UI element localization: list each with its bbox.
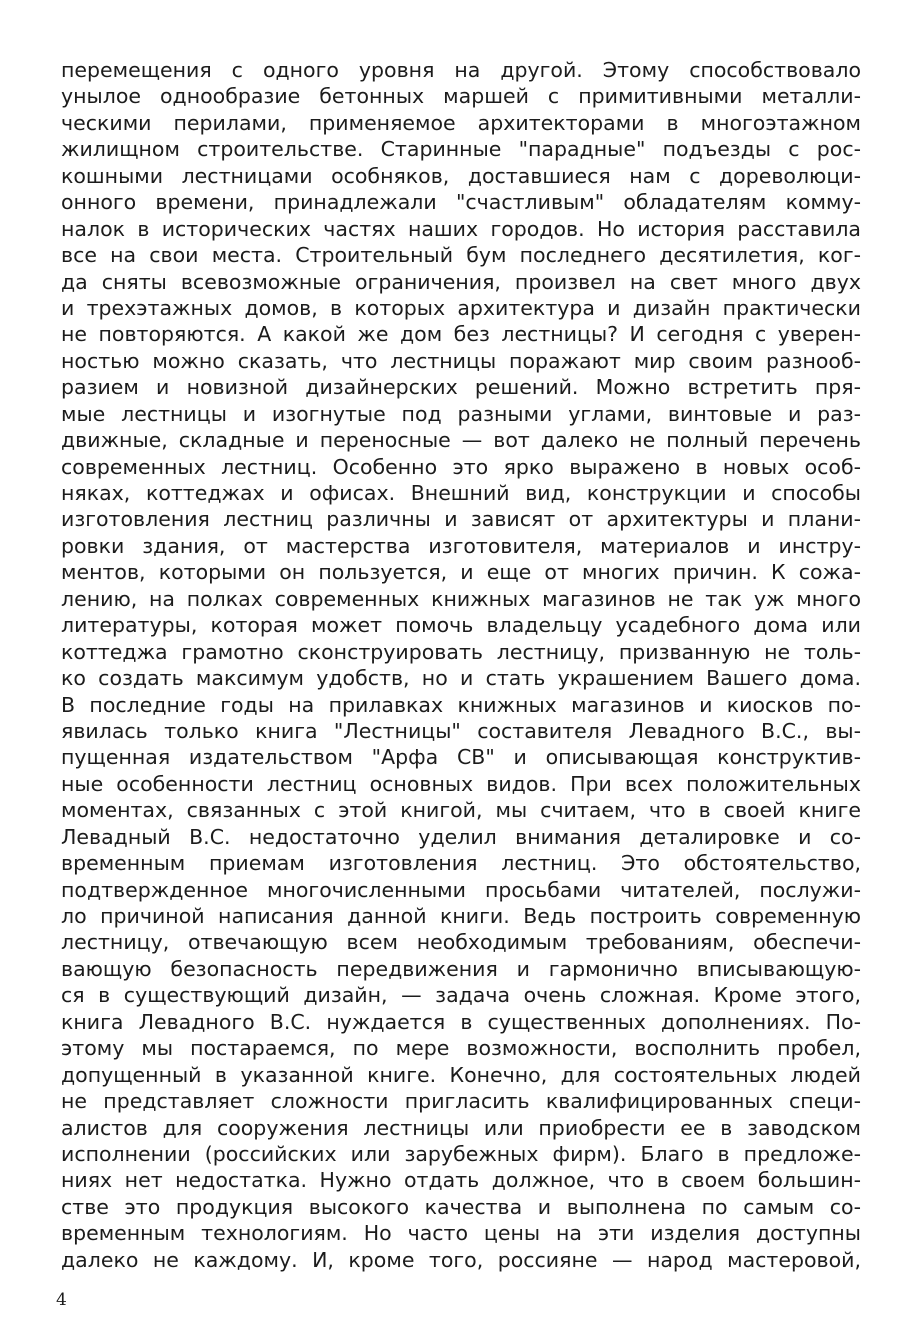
text-line: временным приемам изготовления лестниц. Это обстоятельство, <box>61 851 861 876</box>
text-line: ровки здания, от мастерства изготовителя, материалов и инстру- <box>61 533 861 558</box>
text-line: жилищном строительстве. Старинные "парадные" подъезды с рос- <box>61 137 861 162</box>
text-line: да сняты всевозможные ограничения, произвел на свет много двух <box>61 269 861 294</box>
text-line: ческими перилами, применяемое архитекторами в многоэтажном <box>61 110 861 135</box>
text-line: ментов, которыми он пользуется, и еще от многих причин. К сожа- <box>61 560 861 585</box>
text-line: моментах, связанных с этой книгой, мы считаем, что в своей книге <box>61 798 861 823</box>
text-line: ные особенности лестниц основных видов. При всех положительных <box>61 771 861 796</box>
text-line: этому мы постараемся, по мере возможности, восполнить пробел, <box>61 1036 861 1061</box>
text-line: алистов для сооружения лестницы или приобрести ее в заводском <box>61 1115 861 1140</box>
text-line: ко создать максимум удобств, но и стать украшением Вашего дома. <box>61 666 861 691</box>
text-line: далеко не каждому. И, кроме того, россияне — народ мастеровой, <box>61 1247 861 1272</box>
text-line: онного времени, принадлежали "счастливым" обладателям комму- <box>61 190 861 215</box>
text-line: коттеджа грамотно сконструировать лестницу, призванную не толь- <box>61 639 861 664</box>
body-text <box>61 57 861 1273</box>
text-line: и трехэтажных домов, в которых архитектура и дизайн практически <box>61 295 861 320</box>
text-line: движные, складные и переносные — вот далеко не полный перечень <box>61 428 861 453</box>
text-line: явилась только книга "Лестницы" составителя Левадного В.С., вы- <box>61 718 861 743</box>
text-line: кошными лестницами особняков, доставшиеся нам с дореволюци- <box>61 163 861 188</box>
text-line: пущенная издательством "Арфа СВ" и описывающая конструктив- <box>61 745 861 770</box>
text-line: стве это продукция высокого качества и выполнена по самым со- <box>61 1194 861 1219</box>
text-line: изготовления лестниц различны и зависят от архитектуры и плани- <box>61 507 861 532</box>
text-line: перемещения с одного уровня на другой. Этому способствовало <box>61 58 861 82</box>
text-line: налок в исторических частях наших городов. Но история расставила <box>61 216 861 241</box>
text-line: ло причиной написания данной книги. Ведь построить современную <box>61 904 861 928</box>
page-number: 4 <box>56 1290 67 1310</box>
text-line: мые лестницы и изогнутые под разными углами, винтовые и раз- <box>61 401 861 426</box>
text-line: современных лестниц. Особенно это ярко выражено в новых особ- <box>61 454 861 479</box>
text-line: не повторяются. А какой же дом без лестницы? И сегодня с уверен- <box>61 322 861 347</box>
text-line: не представляет сложности пригласить квалифицированных специ- <box>61 1089 861 1114</box>
text-line: подтвержденное многочисленными просьбами читателей, послужи- <box>61 877 861 902</box>
text-line: вающую безопасность передвижения и гармонично вписывающую- <box>61 956 861 981</box>
text-line: литературы, которая может помочь владельцу усадебного дома или <box>61 613 861 638</box>
text-line: допущенный в указанной книге. Конечно, для состоятельных людей <box>61 1062 861 1087</box>
text-line: исполнении (российских или зарубежных фирм). Благо в предложе- <box>61 1141 861 1166</box>
text-line: В последние годы на прилавках книжных магазинов и киосков по- <box>61 692 861 717</box>
text-line: лестницу, отвечающую всем необходимым требованиям, обеспечи- <box>61 930 861 955</box>
text-line: ниях нет недостатка. Нужно отдать должное, что в своем большин- <box>61 1168 861 1193</box>
text-line: няках, коттеджах и офисах. Внешний вид, конструкции и способы <box>61 481 861 505</box>
text-line: лению, на полках современных книжных магазинов не так уж много <box>61 586 861 611</box>
text-line: Левадный В.С. недостаточно уделил внимания деталировке и со- <box>61 824 861 849</box>
text-line: разием и новизной дизайнерских решений. Можно встретить пря- <box>61 375 861 400</box>
text-line: временным технологиям. Но часто цены на эти изделия доступны <box>61 1221 861 1246</box>
text-line: ностью можно сказать, что лестницы поражают мир своим разнооб- <box>61 348 861 373</box>
text-line: унылое однообразие бетонных маршей с примитивными металли- <box>61 84 861 109</box>
text-line: все на свои места. Строительный бум последнего десятилетия, ког- <box>61 243 861 268</box>
text-line: ся в существующий дизайн, — задача очень сложная. Кроме этого, <box>61 983 861 1008</box>
text-line: книга Левадного В.С. нуждается в существенных дополнениях. По- <box>61 1009 861 1034</box>
